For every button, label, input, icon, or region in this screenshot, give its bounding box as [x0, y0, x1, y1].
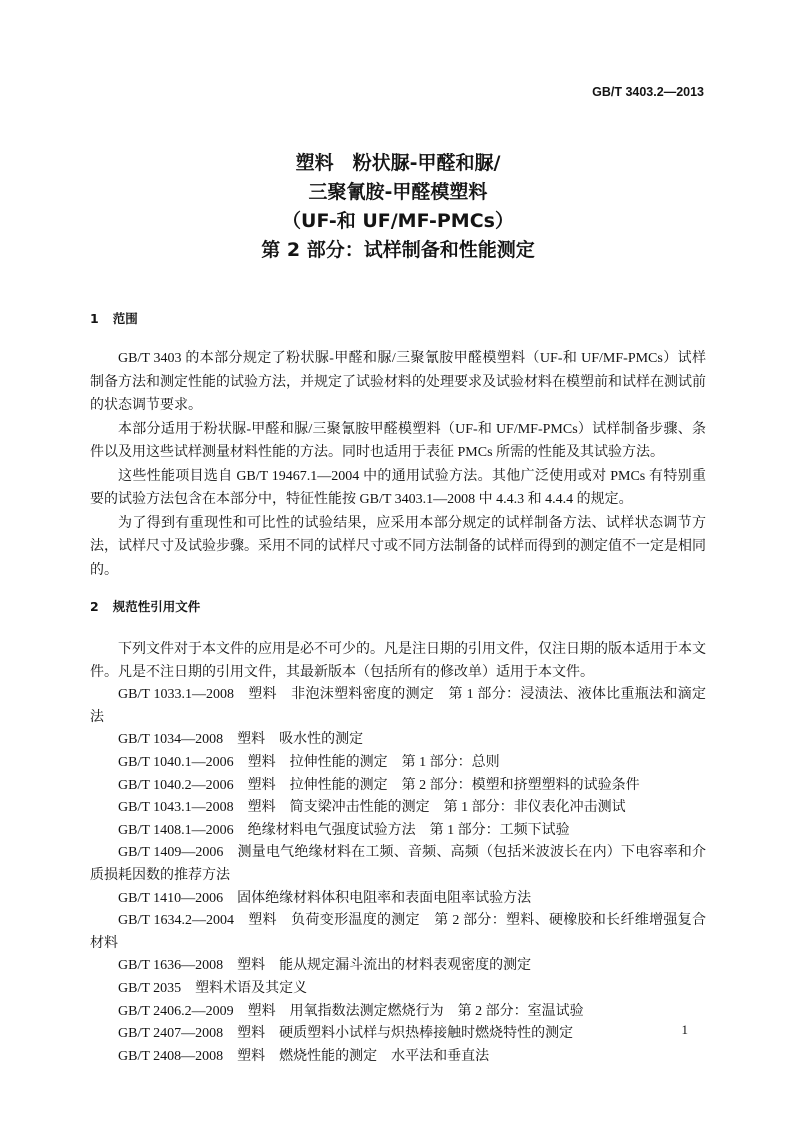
- section-normative-references: [90, 595, 706, 1068]
- paragraph: 本部分适用于粉状脲-甲醛和脲/三聚氰胺甲醛模塑料（UF-和 UF/MF-PMCs）试样制备步骤、条件以及用这些试样测量材料性能的方法。同时也适用于表征 PMCs 所需的性能及其试验方法。: [90, 421, 706, 460]
- paragraph: 为了得到有重现性和可比性的试验结果，应采用本部分规定的试样制备方法、试样状态调节方法，试样尺寸及试验步骤。采用不同的试样尺寸或不同方法制备的试样而得到的测定值不一定是相同的。: [90, 515, 706, 578]
- reference-title: 塑料 简支梁冲击性能的测定 第 1 部分：非仪表化冲击测试: [247, 800, 626, 816]
- reference-title: 塑料 硬质塑料小试样与炽热棒接触时燃烧特性的测定: [237, 1026, 574, 1042]
- reference-entry: [90, 752, 706, 775]
- reference-code: GB/T 1040.2—2006: [118, 777, 234, 793]
- reference-entry: [90, 775, 706, 798]
- reference-code: GB/T 2035: [118, 980, 182, 996]
- section-heading: [90, 595, 706, 618]
- reference-entry: [90, 684, 706, 729]
- reference-title: 测量电气绝缘材料在工频、音频、高频（包括米波波长在内）下电容率和介质损耗因数的推荐方法: [90, 845, 706, 883]
- reference-code: GB/T 1408.1—2006: [118, 822, 234, 838]
- reference-code: GB/T 2407—2008: [118, 1026, 224, 1042]
- reference-title: 塑料 燃烧性能的测定 水平法和垂直法: [237, 1048, 490, 1064]
- reference-code: GB/T 1410—2006: [118, 890, 224, 906]
- reference-code: GB/T 2406.2—2009: [118, 1003, 234, 1019]
- reference-title: 塑料 拉伸性能的测定 第 1 部分：总则: [247, 754, 500, 770]
- section-number: 1: [90, 311, 99, 326]
- reference-code: GB/T 1040.1—2006: [118, 754, 234, 770]
- reference-code: GB/T 1634.2—2004: [118, 913, 234, 929]
- reference-code: GB/T 2408—2008: [118, 1048, 224, 1064]
- reference-title: 塑料 吸水性的测定: [237, 732, 364, 748]
- reference-code: GB/T 1043.1—2008: [118, 800, 234, 816]
- reference-title: 塑料 拉伸性能的测定 第 2 部分：模塑和挤塑塑料的试验条件: [247, 777, 640, 793]
- reference-title: 塑料术语及其定义: [195, 980, 308, 996]
- reference-title: 塑料 用氧指数法测定燃烧行为 第 2 部分：室温试验: [247, 1003, 584, 1019]
- reference-entry: [90, 842, 706, 887]
- reference-code: GB/T 1636—2008: [118, 958, 224, 974]
- reference-code: GB/T 1034—2008: [118, 732, 224, 748]
- section-number: 2: [90, 599, 99, 614]
- reference-code: GB/T 1409—2006: [118, 845, 224, 861]
- reference-entry: [90, 797, 706, 820]
- paragraph: GB/T 3403 的本部分规定了粉状脲-甲醛和脲/三聚氰胺甲醛模塑料（UF-和 UF/MF-PMCs）试样制备方法和测定性能的试验方法，并规定了试验材料的处理要求及试验材料在模塑前和试样在测试前的状态调节要求。: [90, 351, 706, 413]
- page-number: 1: [681, 1022, 688, 1037]
- section-body: [90, 639, 706, 1068]
- section-title: 范围: [112, 311, 138, 326]
- reference-title: 塑料 非泡沫塑料密度的测定 第 1 部分：浸渍法、液体比重瓶法和滴定法: [90, 687, 707, 725]
- reference-title: 塑料 能从规定漏斗流出的材料表观密度的测定: [237, 958, 532, 974]
- reference-entry: [90, 955, 706, 978]
- reference-entry: [90, 1023, 706, 1046]
- section-title: 规范性引用文件: [112, 599, 201, 614]
- section-scope: [90, 307, 706, 582]
- reference-entry: [90, 820, 706, 843]
- title-line: （UF-和 UF/MF-PMCs）: [282, 210, 514, 232]
- reference-entry: [90, 1001, 706, 1024]
- title-line: 三聚氰胺-甲醛模塑料: [308, 181, 488, 203]
- reference-title: 绝缘材料电气强度试验方法 第 1 部分：工频下试验: [247, 822, 570, 838]
- reference-code: GB/T 1033.1—2008: [118, 687, 234, 703]
- reference-entry: [90, 729, 706, 752]
- reference-title: 塑料 负荷变形温度的测定 第 2 部分：塑料、硬橡胶和长纤维增强复合材料: [90, 913, 707, 951]
- section-heading: [90, 307, 706, 330]
- reference-entry: [90, 910, 706, 955]
- document-title: [90, 149, 706, 265]
- reference-entry: [90, 1046, 706, 1069]
- title-line: 第 2 部分：试样制备和性能测定: [261, 239, 535, 261]
- title-line: 塑料 粉状脲-甲醛和脲/: [295, 152, 501, 174]
- reference-entry: [90, 888, 706, 911]
- standard-code: GB/T 3403.2—2013: [592, 85, 704, 99]
- paragraph: 下列文件对于本文件的应用是必不可少的。凡是注日期的引用文件，仅注日期的版本适用于本文件。凡是不注日期的引用文件，其最新版本（包括所有的修改单）适用于本文件。: [90, 642, 706, 680]
- paragraph: 这些性能项目选自 GB/T 19467.1—2004 中的通用试验方法。其他广泛使用或对 PMCs 有特别重要的试验方法包含在本部分中，特征性能按 GB/T 3403.1—2008 中 4.4.3 和 4.4.4 的规定。: [90, 468, 706, 507]
- reference-entry: [90, 978, 706, 1001]
- section-body: [90, 347, 706, 582]
- page-content: [90, 149, 706, 1068]
- reference-title: 固体绝缘材料体积电阻率和表面电阻率试验方法: [237, 890, 532, 906]
